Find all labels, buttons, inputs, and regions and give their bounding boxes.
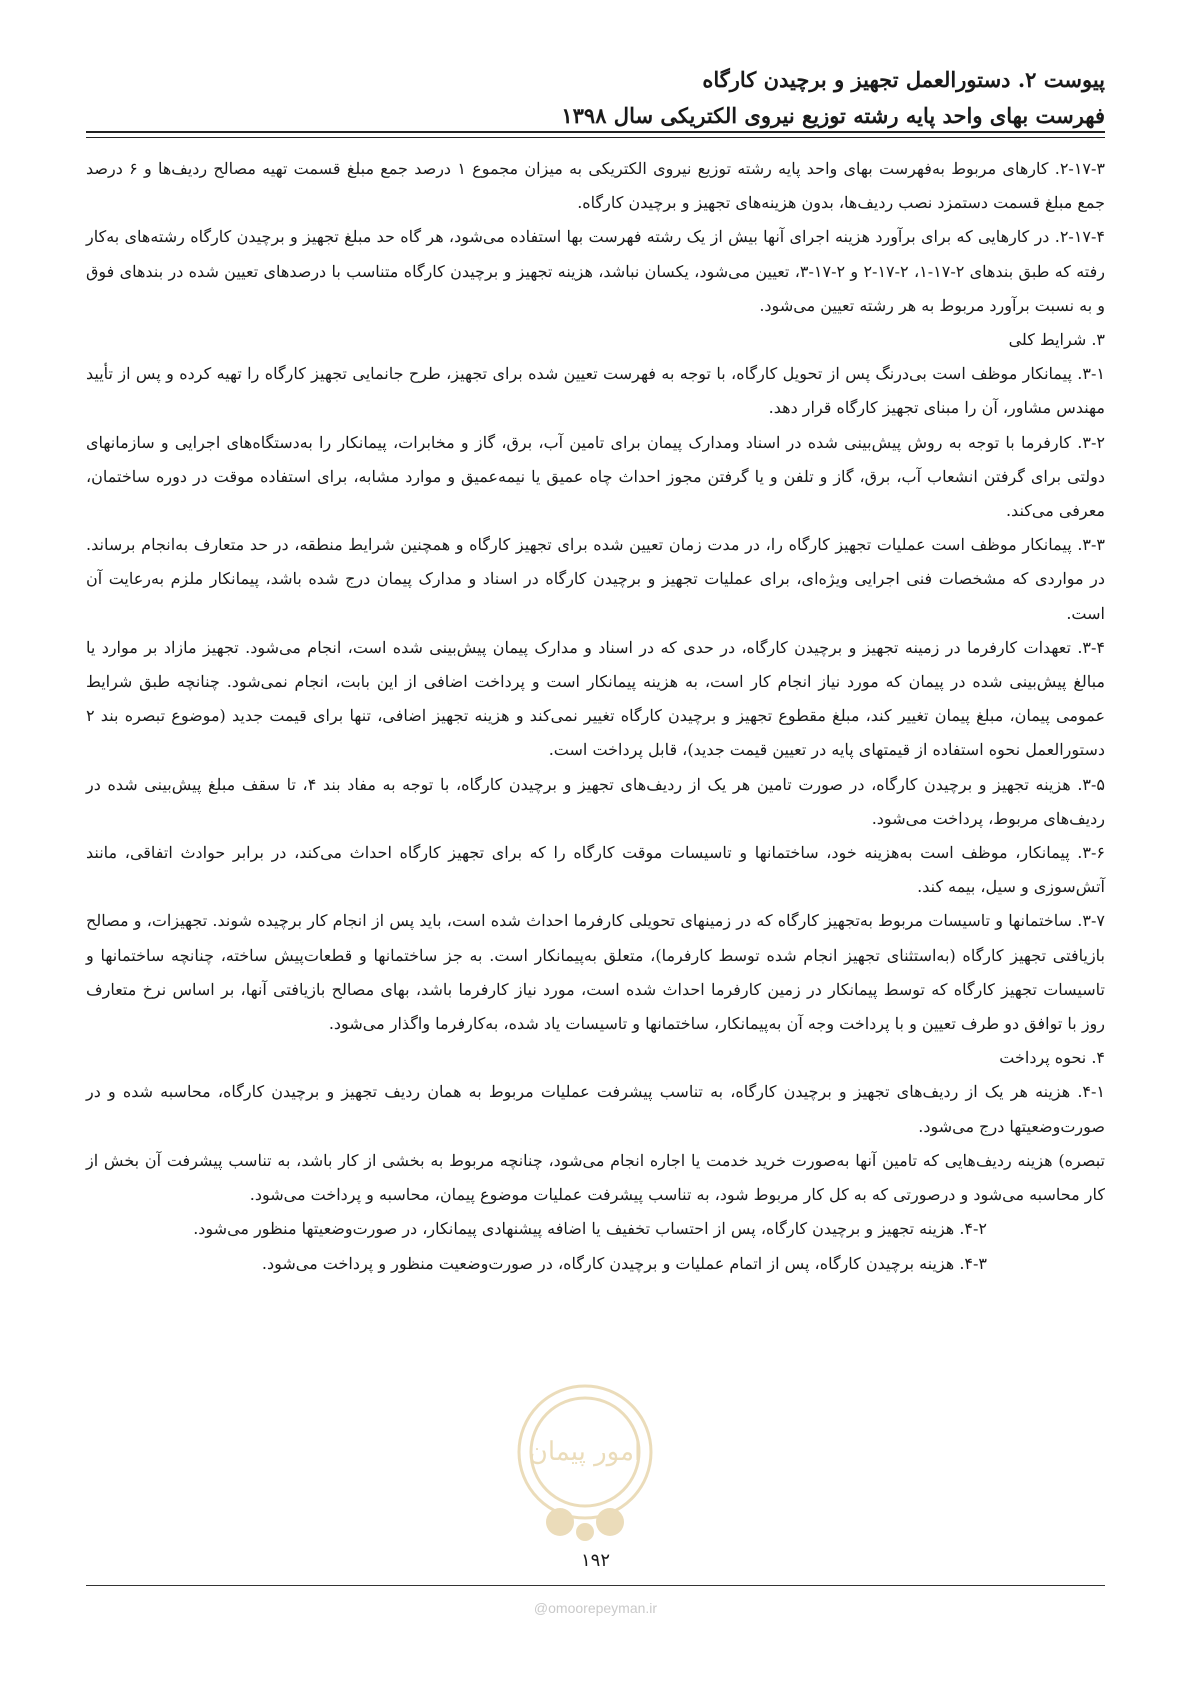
paragraph-3-3: ۳-۳. پیمانکار موظف است عملیات تجهیز کارگاه را، در مدت زمان تعیین شده برای تجهیز کارگاه و همچنین شرایط منطقه، در حد متعارف به‌انجام برساند. در مواردی که مشخصات فنی اجرایی ویژه‌ای، برای عملیات تجهیز و برچیدن کارگاه در اسناد و مدارک پیمان درج شده باشد، پیمانکار ملزم به‌رعایت آن است. [86, 535, 1105, 623]
section-heading-payment-method: ۴. نحوه پرداخت [999, 1048, 1105, 1068]
paragraph-2-17-3: ۲-۱۷-۳. کارهای مربوط به‌فهرست بهای واحد پایه رشته توزیع نیروی الکتریکی به میزان مجموع ۱ درصد جمع مبلغ قسمت تهیه مصالح ردیف‌ها و ۶ درصد جمع مبلغ قسمت دستمزد نصب ردیف‌ها، بدون هزینه‌های تجهیز و برچیدن کارگاه. [86, 159, 1106, 213]
paragraph-note: تبصره) هزینه ردیف‌هایی که تامین آنها به‌صورت خرید خدمت یا اجاره انجام می‌شود، چنانچه مربوط به بخشی از کار باشد، به تناسب پیشرفت آن بخش از کار محاسبه می‌شود و درصورتی که به کل کار مربوط شود، به تناسب پیشرفت عملیات موضوع پیمان، محاسبه و پرداخت می‌شود. [86, 1150, 1105, 1205]
paragraph-3-5: ۳-۵. هزینه تجهیز و برچیدن کارگاه، در صورت تامین هر یک از ردیف‌های تجهیز و برچیدن کارگاه، با توجه به مفاد بند ۴، تا سقف مبلغ پیش‌بینی شده در ردیف‌های مربوط، پرداخت می‌شود. [86, 774, 1105, 828]
footer-url: @omoorepeyman.ir [533, 1600, 658, 1616]
paragraph-3-1: ۳-۱. پیمانکار موظف است بی‌درنگ پس از تحویل کارگاه، با توجه به فهرست تعیین شده برای تجهیز، طرح جانمایی تجهیز کارگاه را تهیه کرده و پس از تأیید مهندس مشاور، آن را مبنای تجهیز کارگاه قرار دهد. [86, 364, 1105, 418]
header-title: پیوست ۲. دستورالعمل تجهیز و برچیدن کارگاه [702, 67, 1105, 92]
watermark-seal-icon [500, 1372, 670, 1542]
paragraph-4-2: ۴-۲. هزینه تجهیز و برچیدن کارگاه، پس از احتساب تخفیف یا اضافه پیشنهادی پیمانکار، در صورت‌وضعیتها منظور می‌شود. [193, 1219, 987, 1239]
footer-rule [86, 1585, 1105, 1586]
paragraph-4-1: ۴-۱. هزینه هر یک از ردیف‌های تجهیز و برچیدن کارگاه، به تناسب پیشرفت عملیات مربوط به همان ردیف تجهیز و برچیدن کارگاه، محاسبه شده و در صورت‌وضعیتها درج می‌شود. [86, 1082, 1105, 1136]
header-subtitle: فهرست بهای واحد پایه رشته توزیع نیروی الکتریکی سال ۱۳۹۸ [561, 103, 1105, 128]
page-header [86, 62, 1105, 134]
page-number: ۱۹۲ [580, 1550, 610, 1571]
watermark-text: امور پیمان [528, 1437, 642, 1467]
paragraph-3-6: ۳-۶. پیمانکار، موظف است به‌هزینه خود، ساختمانها و تاسیسات موقت کارگاه را که برای تجهیز کارگاه احداث می‌کند، در برابر حوادث اتفاقی، مانند آتش‌سوزی و سیل، بیمه کند. [86, 843, 1105, 897]
paragraph-3-2: ۳-۲. کارفرما با توجه به روش پیش‌بینی شده در اسناد ومدارک پیمان برای تامین آب، برق، گاز و مخابرات، پیمانکار را به‌دستگاه‌های اجرایی و سازمانهای دولتی برای گرفتن انشعاب آب، برق، گاز و تلفن و یا گرفتن مجوز احداث چاه عمیق یا نیمه‌عمیق و موارد مشابه، برای استفاده موقت در دوره ساختمان، معرفی می‌کند. [86, 432, 1105, 521]
paragraph-2-17-4: ۲-۱۷-۴. در کارهایی که برای برآورد هزینه اجرای آنها بیش از یک رشته فهرست بها استفاده می‌شود، هر گاه حد مبلغ تجهیز و برچیدن کارگاه رشته‌های به‌کار رفته که طبق بندهای ۲-۱۷-۱، ۲-۱۷-۲ و ۲-۱۷-۳، تعیین می‌شود، یکسان نباشد، هزینه تجهیز و برچیدن کارگاه متناسب با درصدهای تعیین شده در بندهای فوق و به نسبت برآورد مربوط به هر رشته تعیین می‌شود. [86, 227, 1106, 315]
header-rule-thick [86, 131, 1105, 133]
paragraph-3-4: ۳-۴. تعهدات کارفرما در زمینه تجهیز و برچیدن کارگاه، در حدی که در اسناد و مدارک پیمان پیش‌بینی شده است، انجام می‌شود. تجهیز مازاد بر موارد یا مبالغ پیش‌بینی شده در پیمان که مورد نیاز انجام کار است، به هزینه پیمانکار است و پرداخت اضافی از این بابت، انجام نمی‌شود. چنانچه طبق شرایط عمومی پیمان، مبلغ پیمان تغییر کند، مبلغ مقطوع تجهیز و برچیدن کارگاه تغییر نمی‌کند و هزینه تجهیز اضافی، تنها برای قیمت جدید (موضوع تبصره بند ۲ دستورالعمل نحوه استفاده از قیمتهای پایه در تعیین قیمت جدید)، قابل پرداخت است. [86, 637, 1105, 760]
paragraph-3-7: ۳-۷. ساختمانها و تاسیسات مربوط به‌تجهیز کارگاه که در زمینهای تحویلی کارفرما احداث شده است، باید پس از انجام کار برچیده شوند. تجهیزات، و مصالح بازیافتی تجهیز کارگاه (به‌استثنای تجهیز انجام شده توسط کارفرما)، متعلق به‌پیمانکار است. به جز ساختمانها و قطعات‌پیش ساخته، چنانچه ساختمانها و تاسیسات تجهیز کارگاه که توسط پیمانکار در زمین کارفرما احداث شده است، مورد نیاز کارفرما باشد، بهای مصالح بازیافتی آنها، بر اساس نرخ متعارف روز با توافق دو طرف تعیین و با پرداخت وجه آن به‌پیمانکار، ساختمانها و تاسیسات یاد شده، به‌کارفرما واگذار می‌شود. [86, 911, 1106, 1034]
header-rule-thin [86, 137, 1105, 138]
document-body [86, 152, 1105, 1281]
paragraph-4-3: ۴-۳. هزینه برچیدن کارگاه، پس از اتمام عملیات و برچیدن کارگاه، در صورت‌وضعیت منظور و پرداخت می‌شود. [261, 1253, 987, 1273]
section-heading-general-conditions: ۳. شرایط کلی [1008, 330, 1105, 350]
